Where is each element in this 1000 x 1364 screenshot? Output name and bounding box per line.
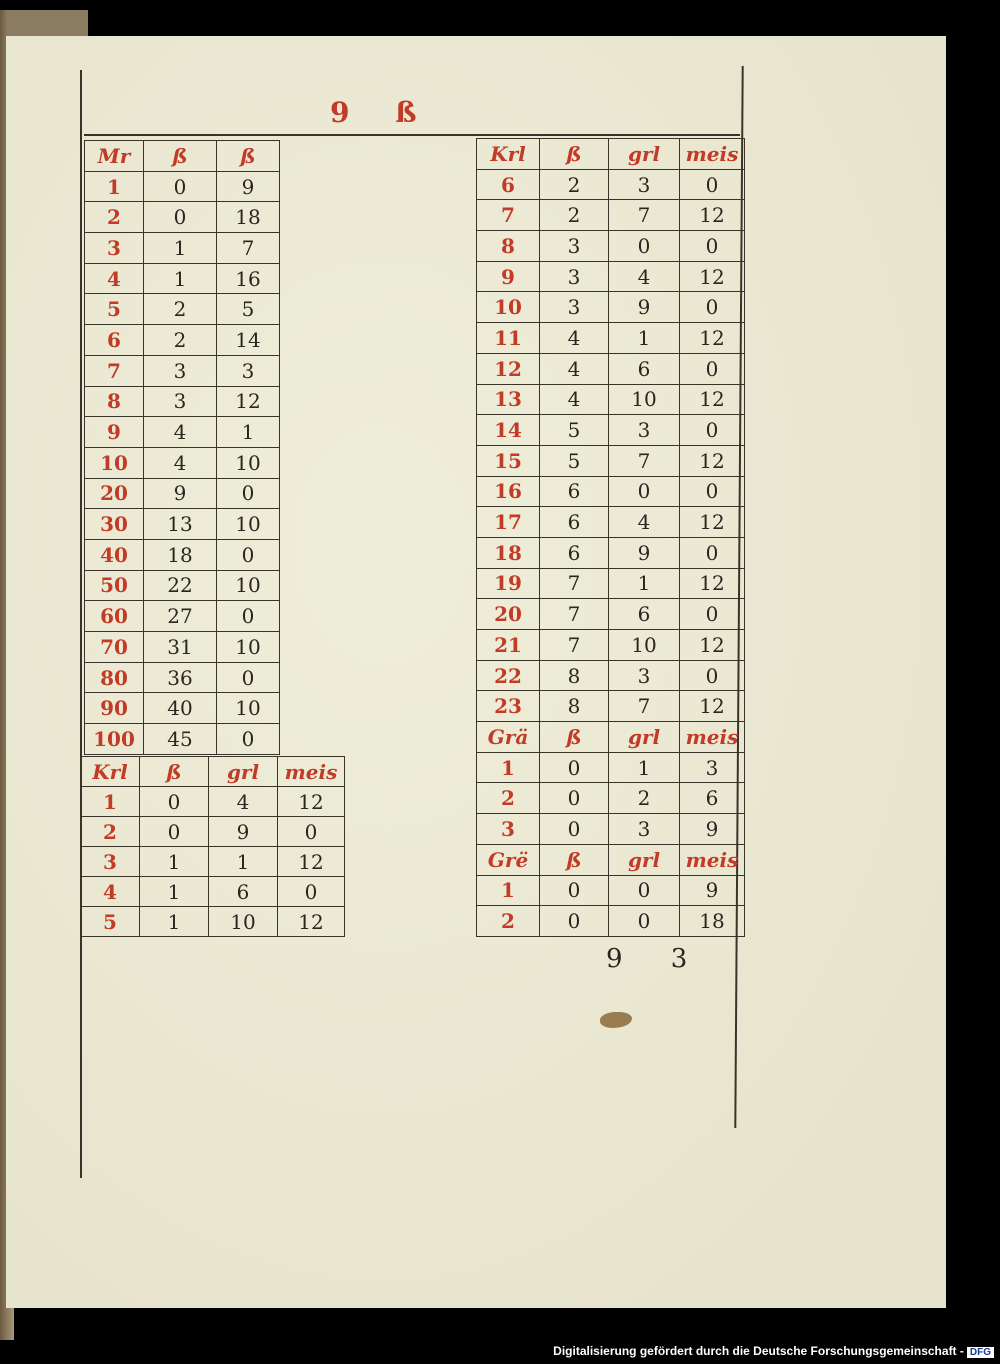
- value-cell: 6: [609, 599, 680, 630]
- row-key-cell: 11: [477, 323, 540, 354]
- row-key-cell: 16: [477, 476, 540, 507]
- table-row: [477, 231, 745, 262]
- value-cell: 40: [144, 693, 217, 724]
- value-cell: 4: [209, 787, 278, 817]
- value-cell: 12: [680, 630, 745, 661]
- value-cell: 14: [217, 325, 280, 356]
- value-cell: 6: [209, 877, 278, 907]
- row-key-cell: 2: [477, 906, 540, 937]
- row-key-cell: 40: [85, 539, 144, 570]
- table-row: [477, 691, 745, 722]
- value-cell: 3: [144, 355, 217, 386]
- value-cell: 0: [217, 539, 280, 570]
- value-cell: 2: [144, 294, 217, 325]
- column-header: Grë: [477, 844, 540, 875]
- table-row: [81, 907, 345, 937]
- value-cell: 0: [680, 476, 745, 507]
- table-row: [477, 415, 745, 446]
- table-row: [85, 632, 280, 663]
- table-row: [85, 202, 280, 233]
- table-kreuzer-right: [476, 138, 745, 937]
- value-cell: 12: [217, 386, 280, 417]
- column-header: grl: [609, 844, 680, 875]
- value-cell: 0: [540, 814, 609, 845]
- row-key-cell: 1: [85, 171, 144, 202]
- left-margin-rule: [80, 70, 82, 1178]
- value-cell: 3: [217, 355, 280, 386]
- value-cell: 9: [217, 171, 280, 202]
- value-cell: 0: [609, 875, 680, 906]
- column-header: grl: [609, 139, 680, 170]
- table-row: [85, 509, 280, 540]
- table-row: [85, 478, 280, 509]
- row-key-cell: 4: [85, 263, 144, 294]
- value-cell: 1: [140, 847, 209, 877]
- table-row: [477, 200, 745, 231]
- value-cell: 7: [540, 599, 609, 630]
- value-cell: 1: [209, 847, 278, 877]
- value-cell: 7: [609, 445, 680, 476]
- value-cell: 12: [680, 445, 745, 476]
- value-cell: 1: [217, 417, 280, 448]
- value-cell: 0: [680, 537, 745, 568]
- value-cell: 1: [144, 263, 217, 294]
- row-key-cell: 8: [477, 231, 540, 262]
- table-row: [477, 568, 745, 599]
- book-cover-corner: [8, 10, 88, 38]
- value-cell: 12: [680, 691, 745, 722]
- row-key-cell: 6: [85, 325, 144, 356]
- row-key-cell: 12: [477, 353, 540, 384]
- row-key-cell: 3: [477, 814, 540, 845]
- value-cell: 10: [217, 632, 280, 663]
- table-row: [85, 539, 280, 570]
- value-cell: 8: [540, 691, 609, 722]
- table-row: [477, 384, 745, 415]
- value-cell: 9: [609, 537, 680, 568]
- value-cell: 9: [680, 814, 745, 845]
- row-key-cell: 20: [85, 478, 144, 509]
- value-cell: 0: [680, 660, 745, 691]
- value-cell: 7: [540, 568, 609, 599]
- value-cell: 12: [278, 847, 345, 877]
- value-cell: 2: [609, 783, 680, 814]
- table-row: [85, 417, 280, 448]
- value-cell: 9: [609, 292, 680, 323]
- value-cell: 0: [680, 231, 745, 262]
- table-row: [477, 476, 745, 507]
- footer-text: Digitalisierung gefördert durch die Deutsche Forschungsgemeinschaft -: [553, 1344, 964, 1358]
- row-key-cell: 100: [85, 724, 144, 755]
- row-key-cell: 23: [477, 691, 540, 722]
- value-cell: 1: [609, 323, 680, 354]
- row-key-cell: 15: [477, 445, 540, 476]
- row-key-cell: 18: [477, 537, 540, 568]
- value-cell: 12: [680, 200, 745, 231]
- column-header: ß: [540, 844, 609, 875]
- section-header-row: [477, 844, 745, 875]
- table-row: [477, 353, 745, 384]
- column-header: ß: [540, 722, 609, 753]
- value-cell: 1: [609, 568, 680, 599]
- table-row: [477, 445, 745, 476]
- value-cell: 0: [217, 724, 280, 755]
- page-number: 9 ß: [330, 96, 435, 129]
- value-cell: 0: [609, 476, 680, 507]
- row-key-cell: 3: [85, 233, 144, 264]
- value-cell: 1: [609, 752, 680, 783]
- value-cell: 27: [144, 601, 217, 632]
- value-cell: 31: [144, 632, 217, 663]
- value-cell: 7: [217, 233, 280, 264]
- value-cell: 0: [144, 171, 217, 202]
- column-header: meis: [680, 722, 745, 753]
- table-row: [85, 724, 280, 755]
- value-cell: 0: [217, 662, 280, 693]
- value-cell: 2: [540, 169, 609, 200]
- value-cell: 7: [540, 630, 609, 661]
- table-row: [81, 817, 345, 847]
- value-cell: 18: [217, 202, 280, 233]
- value-cell: 5: [217, 294, 280, 325]
- value-cell: 7: [609, 691, 680, 722]
- value-cell: 12: [680, 323, 745, 354]
- value-cell: 3: [540, 261, 609, 292]
- column-header: Grä: [477, 722, 540, 753]
- value-cell: 6: [680, 783, 745, 814]
- dfg-logo: DFG: [967, 1347, 994, 1358]
- row-key-cell: 14: [477, 415, 540, 446]
- table-row: [477, 814, 745, 845]
- value-cell: 3: [144, 386, 217, 417]
- value-cell: 6: [540, 476, 609, 507]
- table-row: [85, 570, 280, 601]
- column-header: ß: [140, 757, 209, 787]
- value-cell: 10: [609, 384, 680, 415]
- value-cell: 0: [609, 231, 680, 262]
- value-cell: 10: [217, 447, 280, 478]
- value-cell: 9: [144, 478, 217, 509]
- value-cell: 10: [217, 509, 280, 540]
- row-key-cell: 2: [81, 817, 140, 847]
- table-row: [477, 906, 745, 937]
- value-cell: 0: [680, 415, 745, 446]
- row-key-cell: 1: [81, 787, 140, 817]
- value-cell: 22: [144, 570, 217, 601]
- row-key-cell: 9: [477, 261, 540, 292]
- value-cell: 4: [144, 417, 217, 448]
- row-key-cell: 21: [477, 630, 540, 661]
- value-cell: 12: [680, 568, 745, 599]
- column-header: ß: [144, 141, 217, 172]
- table-row: [81, 877, 345, 907]
- value-cell: 0: [609, 906, 680, 937]
- table-row: [477, 323, 745, 354]
- section-header-row: [477, 139, 745, 170]
- table-row: [477, 875, 745, 906]
- value-cell: 0: [680, 353, 745, 384]
- row-key-cell: 20: [477, 599, 540, 630]
- table-row: [477, 261, 745, 292]
- table-row: [477, 660, 745, 691]
- column-header: Krl: [477, 139, 540, 170]
- value-cell: 4: [540, 323, 609, 354]
- row-key-cell: 5: [85, 294, 144, 325]
- table-row: [85, 325, 280, 356]
- table-row: [85, 447, 280, 478]
- table-row: [85, 233, 280, 264]
- footer-credit: [553, 1344, 994, 1358]
- value-cell: 4: [609, 261, 680, 292]
- value-cell: 5: [540, 445, 609, 476]
- value-cell: 0: [278, 877, 345, 907]
- value-cell: 0: [540, 875, 609, 906]
- table-kreuzer-lower-left: [80, 756, 345, 937]
- row-key-cell: 10: [85, 447, 144, 478]
- value-cell: 18: [680, 906, 745, 937]
- value-cell: 10: [209, 907, 278, 937]
- row-key-cell: 22: [477, 660, 540, 691]
- catchword: 9 3: [606, 944, 708, 974]
- value-cell: 0: [217, 478, 280, 509]
- row-key-cell: 10: [477, 292, 540, 323]
- value-cell: 1: [140, 907, 209, 937]
- value-cell: 0: [680, 292, 745, 323]
- value-cell: 0: [140, 787, 209, 817]
- value-cell: 12: [680, 507, 745, 538]
- table-row: [477, 537, 745, 568]
- table-row: [85, 355, 280, 386]
- row-key-cell: 17: [477, 507, 540, 538]
- value-cell: 0: [540, 752, 609, 783]
- value-cell: 1: [144, 233, 217, 264]
- row-key-cell: 1: [477, 752, 540, 783]
- value-cell: 6: [540, 507, 609, 538]
- value-cell: 45: [144, 724, 217, 755]
- column-header: Krl: [81, 757, 140, 787]
- row-key-cell: 50: [85, 570, 144, 601]
- table-row: [477, 292, 745, 323]
- table-row: [85, 386, 280, 417]
- value-cell: 4: [540, 384, 609, 415]
- value-cell: 10: [217, 570, 280, 601]
- row-key-cell: 3: [81, 847, 140, 877]
- table-row: [477, 507, 745, 538]
- column-header: meis: [278, 757, 345, 787]
- value-cell: 4: [540, 353, 609, 384]
- value-cell: 4: [609, 507, 680, 538]
- row-key-cell: 5: [81, 907, 140, 937]
- value-cell: 2: [540, 200, 609, 231]
- table-row: [477, 599, 745, 630]
- value-cell: 1: [140, 877, 209, 907]
- table-row: [477, 752, 745, 783]
- table-row: [85, 601, 280, 632]
- table-row: [85, 263, 280, 294]
- value-cell: 16: [217, 263, 280, 294]
- column-header: meis: [680, 139, 745, 170]
- column-header: grl: [209, 757, 278, 787]
- value-cell: 5: [540, 415, 609, 446]
- table-row: [81, 847, 345, 877]
- value-cell: 0: [680, 599, 745, 630]
- value-cell: 6: [540, 537, 609, 568]
- table-row: [477, 630, 745, 661]
- row-key-cell: 2: [477, 783, 540, 814]
- value-cell: 4: [144, 447, 217, 478]
- table-row: [477, 783, 745, 814]
- value-cell: 9: [209, 817, 278, 847]
- table-row: [85, 662, 280, 693]
- value-cell: 12: [680, 261, 745, 292]
- value-cell: 0: [278, 817, 345, 847]
- value-cell: 13: [144, 509, 217, 540]
- value-cell: 3: [540, 231, 609, 262]
- value-cell: 12: [278, 907, 345, 937]
- value-cell: 12: [680, 384, 745, 415]
- value-cell: 3: [540, 292, 609, 323]
- column-header: ß: [217, 141, 280, 172]
- table-row: [85, 294, 280, 325]
- value-cell: 2: [144, 325, 217, 356]
- value-cell: 10: [609, 630, 680, 661]
- header-rule: [84, 134, 740, 136]
- value-cell: 3: [609, 660, 680, 691]
- value-cell: 12: [278, 787, 345, 817]
- value-cell: 7: [609, 200, 680, 231]
- value-cell: 0: [540, 906, 609, 937]
- row-key-cell: 6: [477, 169, 540, 200]
- value-cell: 0: [680, 169, 745, 200]
- value-cell: 0: [217, 601, 280, 632]
- value-cell: 10: [217, 693, 280, 724]
- table-row: [85, 693, 280, 724]
- value-cell: 0: [540, 783, 609, 814]
- row-key-cell: 9: [85, 417, 144, 448]
- row-key-cell: 7: [85, 355, 144, 386]
- row-key-cell: 8: [85, 386, 144, 417]
- column-header: meis: [680, 844, 745, 875]
- table-row: [477, 169, 745, 200]
- table-marks-to-schillings: [84, 140, 280, 755]
- value-cell: 3: [609, 814, 680, 845]
- column-header: Mr: [85, 141, 144, 172]
- table-row: [81, 787, 345, 817]
- row-key-cell: 1: [477, 875, 540, 906]
- row-key-cell: 60: [85, 601, 144, 632]
- row-key-cell: 70: [85, 632, 144, 663]
- value-cell: 8: [540, 660, 609, 691]
- value-cell: 9: [680, 875, 745, 906]
- column-header: ß: [540, 139, 609, 170]
- row-key-cell: 19: [477, 568, 540, 599]
- value-cell: 6: [609, 353, 680, 384]
- value-cell: 0: [144, 202, 217, 233]
- column-header: grl: [609, 722, 680, 753]
- value-cell: 18: [144, 539, 217, 570]
- row-key-cell: 2: [85, 202, 144, 233]
- row-key-cell: 30: [85, 509, 144, 540]
- value-cell: 0: [140, 817, 209, 847]
- value-cell: 3: [609, 415, 680, 446]
- row-key-cell: 13: [477, 384, 540, 415]
- row-key-cell: 80: [85, 662, 144, 693]
- row-key-cell: 90: [85, 693, 144, 724]
- value-cell: 3: [680, 752, 745, 783]
- table-row: [85, 171, 280, 202]
- value-cell: 3: [609, 169, 680, 200]
- value-cell: 36: [144, 662, 217, 693]
- section-header-row: [477, 722, 745, 753]
- row-key-cell: 7: [477, 200, 540, 231]
- row-key-cell: 4: [81, 877, 140, 907]
